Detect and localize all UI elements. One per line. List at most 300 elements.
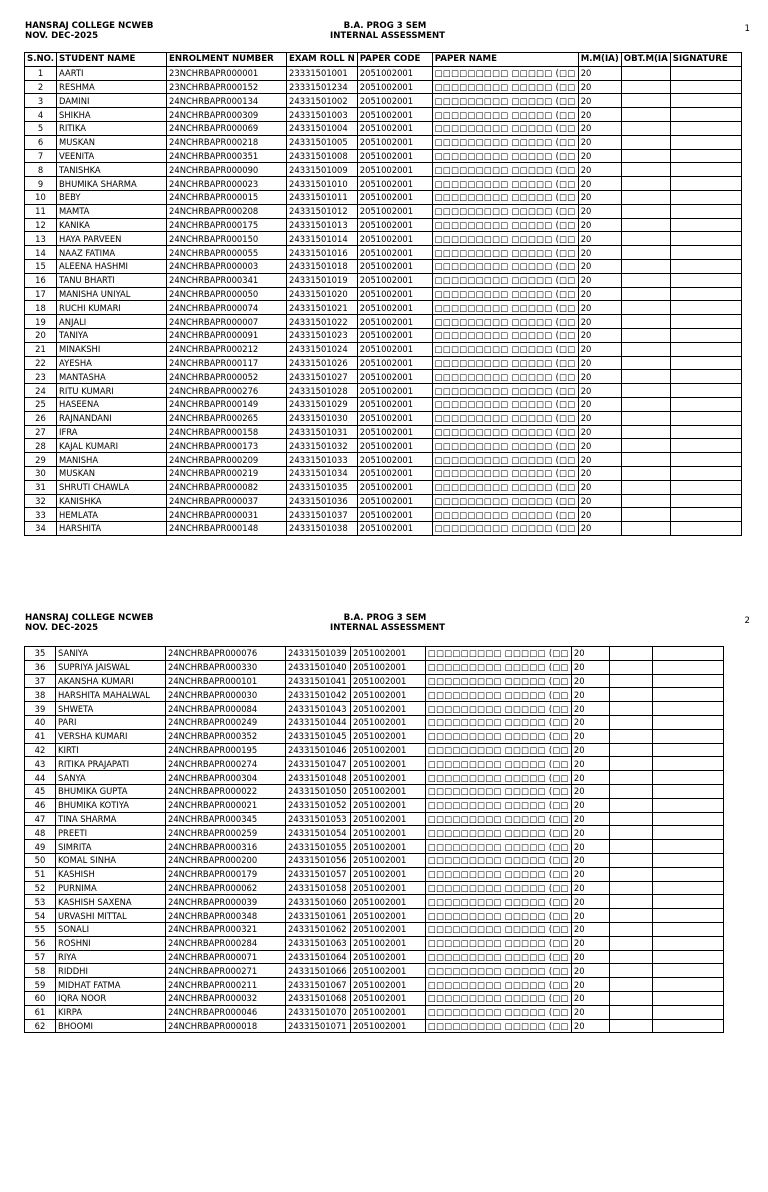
cell-signature[interactable] bbox=[670, 121, 741, 135]
cell-obtained-marks[interactable] bbox=[609, 964, 652, 978]
cell-student-name: MANTASHA bbox=[57, 370, 167, 384]
cell-student-name: RITIKA PRAJAPATI bbox=[56, 757, 166, 771]
cell-obtained-marks[interactable] bbox=[621, 494, 670, 508]
cell-obtained-marks[interactable] bbox=[621, 370, 670, 384]
cell-max-marks: 20 bbox=[571, 1019, 609, 1033]
cell-sno: 7 bbox=[25, 149, 57, 163]
cell-signature[interactable] bbox=[670, 370, 741, 384]
cell-signature[interactable] bbox=[652, 950, 723, 964]
table-row bbox=[25, 964, 724, 978]
cell-obtained-marks[interactable] bbox=[609, 909, 652, 923]
table-row bbox=[25, 80, 742, 94]
cell-student-name: MAMTA bbox=[57, 204, 167, 218]
cell-obtained-marks[interactable] bbox=[609, 991, 652, 1005]
college-name: HANSRAJ COLLEGE NCWEB bbox=[25, 613, 154, 623]
cell-signature[interactable] bbox=[670, 177, 741, 191]
cell-paper-name: □□□□□□□□□ □□□□□ (□□ bbox=[426, 978, 572, 992]
cell-obtained-marks[interactable] bbox=[621, 315, 670, 329]
cell-enrolment: 24NCHRBAPR000259 bbox=[166, 826, 286, 840]
cell-signature[interactable] bbox=[670, 453, 741, 467]
cell-enrolment: 24NCHRBAPR000071 bbox=[166, 950, 286, 964]
cell-exam-roll: 23331501001 bbox=[287, 66, 358, 80]
cell-obtained-marks[interactable] bbox=[621, 356, 670, 370]
cell-obtained-marks[interactable] bbox=[621, 480, 670, 494]
cell-exam-roll: 24331501038 bbox=[287, 522, 358, 536]
cell-sno: 45 bbox=[25, 784, 56, 798]
cell-enrolment: 24NCHRBAPR000179 bbox=[166, 867, 286, 881]
cell-obtained-marks[interactable] bbox=[609, 881, 652, 895]
cell-sno: 15 bbox=[25, 259, 57, 273]
cell-obtained-marks[interactable] bbox=[609, 688, 652, 702]
cell-signature[interactable] bbox=[670, 384, 741, 398]
cell-exam-roll: 24331501052 bbox=[286, 798, 351, 812]
cell-signature[interactable] bbox=[670, 411, 741, 425]
cell-obtained-marks[interactable] bbox=[609, 936, 652, 950]
cell-signature[interactable] bbox=[670, 135, 741, 149]
cell-student-name: MANISHA bbox=[57, 453, 167, 467]
cell-signature[interactable] bbox=[652, 853, 723, 867]
table-row bbox=[25, 218, 742, 232]
cell-obtained-marks[interactable] bbox=[621, 384, 670, 398]
cell-signature[interactable] bbox=[670, 218, 741, 232]
cell-obtained-marks[interactable] bbox=[621, 466, 670, 480]
cell-obtained-marks[interactable] bbox=[609, 867, 652, 881]
cell-enrolment: 24NCHRBAPR000052 bbox=[167, 370, 287, 384]
cell-exam-roll: 24331501012 bbox=[287, 204, 358, 218]
cell-obtained-marks[interactable] bbox=[609, 743, 652, 757]
cell-sno: 58 bbox=[25, 964, 56, 978]
cell-signature[interactable] bbox=[652, 771, 723, 785]
cell-sno: 42 bbox=[25, 743, 56, 757]
cell-signature[interactable] bbox=[652, 964, 723, 978]
cell-enrolment: 24NCHRBAPR000015 bbox=[167, 190, 287, 204]
cell-paper-name: □□□□□□□□□ □□□□□ (□□ bbox=[432, 522, 578, 536]
cell-max-marks: 20 bbox=[578, 453, 621, 467]
cell-enrolment: 24NCHRBAPR000249 bbox=[166, 715, 286, 729]
cell-obtained-marks[interactable] bbox=[621, 328, 670, 342]
table-row bbox=[25, 384, 742, 398]
cell-obtained-marks[interactable] bbox=[609, 1019, 652, 1033]
cell-exam-roll: 24331501011 bbox=[287, 190, 358, 204]
cell-enrolment: 24NCHRBAPR000055 bbox=[167, 246, 287, 260]
cell-student-name: IFRA bbox=[57, 425, 167, 439]
col-header-paper-code: PAPER CODE bbox=[357, 53, 432, 67]
cell-obtained-marks[interactable] bbox=[609, 771, 652, 785]
cell-signature[interactable] bbox=[670, 494, 741, 508]
cell-signature[interactable] bbox=[652, 660, 723, 674]
cell-student-name: MANISHA UNIYAL bbox=[57, 287, 167, 301]
cell-obtained-marks[interactable] bbox=[621, 439, 670, 453]
cell-paper-code: 2051002001 bbox=[351, 853, 426, 867]
cell-obtained-marks[interactable] bbox=[621, 204, 670, 218]
cell-paper-name: □□□□□□□□□ □□□□□ (□□ bbox=[432, 246, 578, 260]
cell-signature[interactable] bbox=[652, 840, 723, 854]
cell-obtained-marks[interactable] bbox=[609, 840, 652, 854]
cell-sno: 48 bbox=[25, 826, 56, 840]
table-row bbox=[25, 66, 742, 80]
cell-sno: 18 bbox=[25, 301, 57, 315]
cell-enrolment: 24NCHRBAPR000091 bbox=[167, 328, 287, 342]
cell-sno: 40 bbox=[25, 715, 56, 729]
cell-paper-name: □□□□□□□□□ □□□□□ (□□ bbox=[432, 163, 578, 177]
cell-exam-roll: 24331501014 bbox=[287, 232, 358, 246]
cell-obtained-marks[interactable] bbox=[621, 121, 670, 135]
cell-exam-roll: 24331501066 bbox=[286, 964, 351, 978]
cell-obtained-marks[interactable] bbox=[621, 453, 670, 467]
table-row bbox=[25, 647, 724, 661]
cell-signature[interactable] bbox=[652, 922, 723, 936]
cell-obtained-marks[interactable] bbox=[621, 108, 670, 122]
cell-enrolment: 24NCHRBAPR000276 bbox=[167, 384, 287, 398]
cell-enrolment: 24NCHRBAPR000023 bbox=[167, 177, 287, 191]
cell-exam-roll: 24331501029 bbox=[287, 397, 358, 411]
cell-obtained-marks[interactable] bbox=[621, 246, 670, 260]
cell-max-marks: 20 bbox=[571, 964, 609, 978]
cell-signature[interactable] bbox=[652, 784, 723, 798]
table-header-row bbox=[25, 53, 742, 67]
col-header-paper-name: PAPER NAME bbox=[432, 53, 578, 67]
cell-obtained-marks[interactable] bbox=[621, 135, 670, 149]
cell-exam-roll: 24331501030 bbox=[287, 411, 358, 425]
cell-sno: 39 bbox=[25, 702, 56, 716]
cell-max-marks: 20 bbox=[578, 397, 621, 411]
cell-obtained-marks[interactable] bbox=[609, 978, 652, 992]
cell-signature[interactable] bbox=[670, 66, 741, 80]
cell-enrolment: 24NCHRBAPR000212 bbox=[167, 342, 287, 356]
table-row bbox=[25, 702, 724, 716]
cell-signature[interactable] bbox=[652, 936, 723, 950]
cell-paper-name: □□□□□□□□□ □□□□□ (□□ bbox=[432, 190, 578, 204]
cell-max-marks: 20 bbox=[578, 190, 621, 204]
exam-session: NOV. DEC-2025 bbox=[25, 623, 99, 633]
cell-sno: 16 bbox=[25, 273, 57, 287]
cell-enrolment: 24NCHRBAPR000069 bbox=[167, 121, 287, 135]
cell-paper-name: □□□□□□□□□ □□□□□ (□□ bbox=[426, 729, 572, 743]
cell-student-name: VEENITA bbox=[57, 149, 167, 163]
cell-student-name: SUPRIYA JAISWAL bbox=[56, 660, 166, 674]
cell-student-name: ROSHNI bbox=[56, 936, 166, 950]
table-row bbox=[25, 991, 724, 1005]
table-row bbox=[25, 232, 742, 246]
cell-signature[interactable] bbox=[670, 149, 741, 163]
cell-signature[interactable] bbox=[652, 826, 723, 840]
cell-signature[interactable] bbox=[670, 108, 741, 122]
cell-paper-code: 2051002001 bbox=[357, 259, 432, 273]
table-row bbox=[25, 867, 724, 881]
cell-enrolment: 24NCHRBAPR000022 bbox=[166, 784, 286, 798]
cell-obtained-marks[interactable] bbox=[609, 812, 652, 826]
table-row bbox=[25, 273, 742, 287]
cell-paper-name: □□□□□□□□□ □□□□□ (□□ bbox=[432, 273, 578, 287]
cell-signature[interactable] bbox=[670, 425, 741, 439]
cell-signature[interactable] bbox=[652, 867, 723, 881]
cell-sno: 24 bbox=[25, 384, 57, 398]
cell-signature[interactable] bbox=[652, 1019, 723, 1033]
cell-sno: 53 bbox=[25, 895, 56, 909]
cell-signature[interactable] bbox=[670, 356, 741, 370]
cell-obtained-marks[interactable] bbox=[621, 342, 670, 356]
cell-obtained-marks[interactable] bbox=[609, 715, 652, 729]
cell-student-name: KASHISH bbox=[56, 867, 166, 881]
cell-obtained-marks[interactable] bbox=[621, 273, 670, 287]
cell-enrolment: 24NCHRBAPR000173 bbox=[167, 439, 287, 453]
cell-paper-name: □□□□□□□□□ □□□□□ (□□ bbox=[432, 480, 578, 494]
cell-enrolment: 24NCHRBAPR000090 bbox=[167, 163, 287, 177]
cell-exam-roll: 24331501044 bbox=[286, 715, 351, 729]
cell-signature[interactable] bbox=[670, 287, 741, 301]
cell-signature[interactable] bbox=[670, 480, 741, 494]
cell-signature[interactable] bbox=[652, 881, 723, 895]
cell-enrolment: 24NCHRBAPR000037 bbox=[167, 494, 287, 508]
cell-enrolment: 24NCHRBAPR000046 bbox=[166, 1005, 286, 1019]
cell-max-marks: 20 bbox=[571, 909, 609, 923]
cell-signature[interactable] bbox=[652, 798, 723, 812]
cell-exam-roll: 24331501028 bbox=[287, 384, 358, 398]
cell-signature[interactable] bbox=[670, 273, 741, 287]
cell-signature[interactable] bbox=[670, 342, 741, 356]
cell-signature[interactable] bbox=[670, 163, 741, 177]
cell-signature[interactable] bbox=[652, 647, 723, 661]
cell-paper-code: 2051002001 bbox=[351, 867, 426, 881]
cell-max-marks: 20 bbox=[571, 688, 609, 702]
cell-signature[interactable] bbox=[652, 1005, 723, 1019]
cell-exam-roll: 24331501057 bbox=[286, 867, 351, 881]
cell-student-name: KOMAL SINHA bbox=[56, 853, 166, 867]
cell-obtained-marks[interactable] bbox=[621, 177, 670, 191]
cell-paper-code: 2051002001 bbox=[351, 895, 426, 909]
cell-signature[interactable] bbox=[670, 315, 741, 329]
cell-max-marks: 20 bbox=[571, 729, 609, 743]
cell-enrolment: 24NCHRBAPR000062 bbox=[166, 881, 286, 895]
cell-max-marks: 20 bbox=[578, 80, 621, 94]
cell-signature[interactable] bbox=[670, 301, 741, 315]
cell-enrolment: 24NCHRBAPR000050 bbox=[167, 287, 287, 301]
cell-sno: 6 bbox=[25, 135, 57, 149]
table-row bbox=[25, 425, 742, 439]
cell-sno: 1 bbox=[25, 66, 57, 80]
cell-paper-name: □□□□□□□□□ □□□□□ (□□ bbox=[432, 149, 578, 163]
cell-signature[interactable] bbox=[670, 94, 741, 108]
cell-signature[interactable] bbox=[670, 466, 741, 480]
cell-obtained-marks[interactable] bbox=[621, 66, 670, 80]
cell-obtained-marks[interactable] bbox=[621, 397, 670, 411]
course-header bbox=[330, 613, 446, 633]
cell-obtained-marks[interactable] bbox=[609, 702, 652, 716]
cell-student-name: KIRTI bbox=[56, 743, 166, 757]
cell-signature[interactable] bbox=[670, 259, 741, 273]
page-number: 2 bbox=[744, 616, 750, 626]
cell-paper-code: 2051002001 bbox=[357, 453, 432, 467]
cell-obtained-marks[interactable] bbox=[621, 259, 670, 273]
cell-exam-roll: 24331501056 bbox=[286, 853, 351, 867]
cell-enrolment: 24NCHRBAPR000082 bbox=[167, 480, 287, 494]
cell-signature[interactable] bbox=[652, 743, 723, 757]
cell-enrolment: 24NCHRBAPR000021 bbox=[166, 798, 286, 812]
cell-exam-roll: 24331501031 bbox=[287, 425, 358, 439]
cell-max-marks: 20 bbox=[571, 840, 609, 854]
cell-student-name: BHUMIKA GUPTA bbox=[56, 784, 166, 798]
cell-paper-code: 2051002001 bbox=[357, 149, 432, 163]
cell-student-name: BEBY bbox=[57, 190, 167, 204]
cell-max-marks: 20 bbox=[571, 936, 609, 950]
cell-sno: 14 bbox=[25, 246, 57, 260]
cell-obtained-marks[interactable] bbox=[621, 190, 670, 204]
cell-signature[interactable] bbox=[652, 812, 723, 826]
cell-obtained-marks[interactable] bbox=[609, 660, 652, 674]
table-row bbox=[25, 356, 742, 370]
cell-obtained-marks[interactable] bbox=[609, 895, 652, 909]
cell-enrolment: 24NCHRBAPR000218 bbox=[167, 135, 287, 149]
college-header bbox=[25, 21, 153, 41]
cell-paper-code: 2051002001 bbox=[351, 1005, 426, 1019]
cell-obtained-marks[interactable] bbox=[609, 853, 652, 867]
cell-paper-name: □□□□□□□□□ □□□□□ (□□ bbox=[432, 66, 578, 80]
cell-obtained-marks[interactable] bbox=[609, 1005, 652, 1019]
cell-max-marks: 20 bbox=[578, 356, 621, 370]
table-row bbox=[25, 909, 724, 923]
cell-obtained-marks[interactable] bbox=[609, 922, 652, 936]
cell-obtained-marks[interactable] bbox=[621, 149, 670, 163]
cell-student-name: MIDHAT FATMA bbox=[56, 978, 166, 992]
cell-paper-name: □□□□□□□□□ □□□□□ (□□ bbox=[432, 80, 578, 94]
cell-signature[interactable] bbox=[652, 757, 723, 771]
cell-signature[interactable] bbox=[652, 991, 723, 1005]
table-row bbox=[25, 190, 742, 204]
cell-student-name: RITU KUMARI bbox=[57, 384, 167, 398]
cell-exam-roll: 24331501018 bbox=[287, 259, 358, 273]
cell-obtained-marks[interactable] bbox=[621, 163, 670, 177]
cell-exam-roll: 24331501048 bbox=[286, 771, 351, 785]
cell-obtained-marks[interactable] bbox=[609, 798, 652, 812]
table-row bbox=[25, 397, 742, 411]
cell-exam-roll: 24331501041 bbox=[286, 674, 351, 688]
cell-paper-name: □□□□□□□□□ □□□□□ (□□ bbox=[432, 397, 578, 411]
cell-student-name: RITIKA bbox=[57, 121, 167, 135]
cell-obtained-marks[interactable] bbox=[621, 218, 670, 232]
cell-signature[interactable] bbox=[670, 439, 741, 453]
cell-obtained-marks[interactable] bbox=[621, 80, 670, 94]
cell-paper-name: □□□□□□□□□ □□□□□ (□□ bbox=[426, 826, 572, 840]
cell-signature[interactable] bbox=[652, 702, 723, 716]
cell-exam-roll: 24331501033 bbox=[287, 453, 358, 467]
cell-obtained-marks[interactable] bbox=[621, 508, 670, 522]
cell-student-name: BHUMIKA KOTIYA bbox=[56, 798, 166, 812]
table-row bbox=[25, 853, 724, 867]
cell-obtained-marks[interactable] bbox=[609, 674, 652, 688]
cell-obtained-marks[interactable] bbox=[609, 784, 652, 798]
cell-sno: 32 bbox=[25, 494, 57, 508]
cell-exam-roll: 24331501071 bbox=[286, 1019, 351, 1033]
cell-sno: 35 bbox=[25, 647, 56, 661]
cell-student-name: KAJAL KUMARI bbox=[57, 439, 167, 453]
cell-student-name: SHRUTI CHAWLA bbox=[57, 480, 167, 494]
cell-signature[interactable] bbox=[670, 328, 741, 342]
cell-obtained-marks[interactable] bbox=[609, 826, 652, 840]
cell-signature[interactable] bbox=[670, 397, 741, 411]
cell-paper-name: □□□□□□□□□ □□□□□ (□□ bbox=[432, 108, 578, 122]
cell-obtained-marks[interactable] bbox=[609, 647, 652, 661]
cell-paper-code: 2051002001 bbox=[351, 771, 426, 785]
cell-signature[interactable] bbox=[652, 674, 723, 688]
cell-enrolment: 23NCHRBAPR000001 bbox=[167, 66, 287, 80]
cell-enrolment: 24NCHRBAPR000321 bbox=[166, 922, 286, 936]
cell-paper-code: 2051002001 bbox=[351, 964, 426, 978]
cell-obtained-marks[interactable] bbox=[621, 425, 670, 439]
cell-exam-roll: 24331501064 bbox=[286, 950, 351, 964]
cell-student-name: KASHISH SAXENA bbox=[56, 895, 166, 909]
table-row bbox=[25, 121, 742, 135]
cell-obtained-marks[interactable] bbox=[609, 757, 652, 771]
cell-paper-code: 2051002001 bbox=[351, 936, 426, 950]
cell-signature[interactable] bbox=[670, 190, 741, 204]
cell-sno: 36 bbox=[25, 660, 56, 674]
cell-paper-name: □□□□□□□□□ □□□□□ (□□ bbox=[426, 909, 572, 923]
cell-signature[interactable] bbox=[670, 232, 741, 246]
cell-paper-name: □□□□□□□□□ □□□□□ (□□ bbox=[426, 840, 572, 854]
cell-exam-roll: 24331501068 bbox=[286, 991, 351, 1005]
cell-signature[interactable] bbox=[670, 508, 741, 522]
cell-paper-name: □□□□□□□□□ □□□□□ (□□ bbox=[426, 757, 572, 771]
cell-paper-name: □□□□□□□□□ □□□□□ (□□ bbox=[426, 991, 572, 1005]
cell-obtained-marks[interactable] bbox=[621, 301, 670, 315]
cell-max-marks: 20 bbox=[578, 301, 621, 315]
cell-obtained-marks[interactable] bbox=[621, 232, 670, 246]
cell-paper-name: □□□□□□□□□ □□□□□ (□□ bbox=[426, 660, 572, 674]
cell-signature[interactable] bbox=[652, 895, 723, 909]
cell-obtained-marks[interactable] bbox=[621, 411, 670, 425]
table-row bbox=[25, 688, 724, 702]
cell-student-name: HARSHITA bbox=[57, 522, 167, 536]
cell-signature[interactable] bbox=[652, 715, 723, 729]
cell-obtained-marks[interactable] bbox=[609, 729, 652, 743]
cell-signature[interactable] bbox=[670, 204, 741, 218]
cell-signature[interactable] bbox=[670, 522, 741, 536]
cell-paper-code: 2051002001 bbox=[351, 978, 426, 992]
cell-enrolment: 24NCHRBAPR000158 bbox=[167, 425, 287, 439]
cell-signature[interactable] bbox=[652, 729, 723, 743]
cell-signature[interactable] bbox=[652, 909, 723, 923]
cell-sno: 51 bbox=[25, 867, 56, 881]
cell-signature[interactable] bbox=[652, 688, 723, 702]
cell-obtained-marks[interactable] bbox=[609, 950, 652, 964]
table-row bbox=[25, 784, 724, 798]
cell-student-name: TANIYA bbox=[57, 328, 167, 342]
cell-paper-name: □□□□□□□□□ □□□□□ (□□ bbox=[426, 853, 572, 867]
cell-signature[interactable] bbox=[652, 978, 723, 992]
cell-exam-roll: 24331501021 bbox=[287, 301, 358, 315]
cell-paper-name: □□□□□□□□□ □□□□□ (□□ bbox=[432, 315, 578, 329]
cell-enrolment: 24NCHRBAPR000209 bbox=[167, 453, 287, 467]
cell-obtained-marks[interactable] bbox=[621, 94, 670, 108]
cell-enrolment: 24NCHRBAPR000219 bbox=[167, 466, 287, 480]
table-row bbox=[25, 149, 742, 163]
table-row bbox=[25, 771, 724, 785]
cell-student-name: HEMLATA bbox=[57, 508, 167, 522]
cell-paper-code: 2051002001 bbox=[357, 508, 432, 522]
cell-paper-name: □□□□□□□□□ □□□□□ (□□ bbox=[426, 702, 572, 716]
cell-signature[interactable] bbox=[670, 246, 741, 260]
cell-obtained-marks[interactable] bbox=[621, 522, 670, 536]
cell-paper-name: □□□□□□□□□ □□□□□ (□□ bbox=[432, 384, 578, 398]
cell-exam-roll: 24331501034 bbox=[287, 466, 358, 480]
cell-sno: 2 bbox=[25, 80, 57, 94]
cell-paper-code: 2051002001 bbox=[357, 411, 432, 425]
cell-enrolment: 24NCHRBAPR000274 bbox=[166, 757, 286, 771]
cell-enrolment: 24NCHRBAPR000007 bbox=[167, 315, 287, 329]
cell-obtained-marks[interactable] bbox=[621, 287, 670, 301]
cell-paper-name: □□□□□□□□□ □□□□□ (□□ bbox=[432, 177, 578, 191]
cell-signature[interactable] bbox=[670, 80, 741, 94]
